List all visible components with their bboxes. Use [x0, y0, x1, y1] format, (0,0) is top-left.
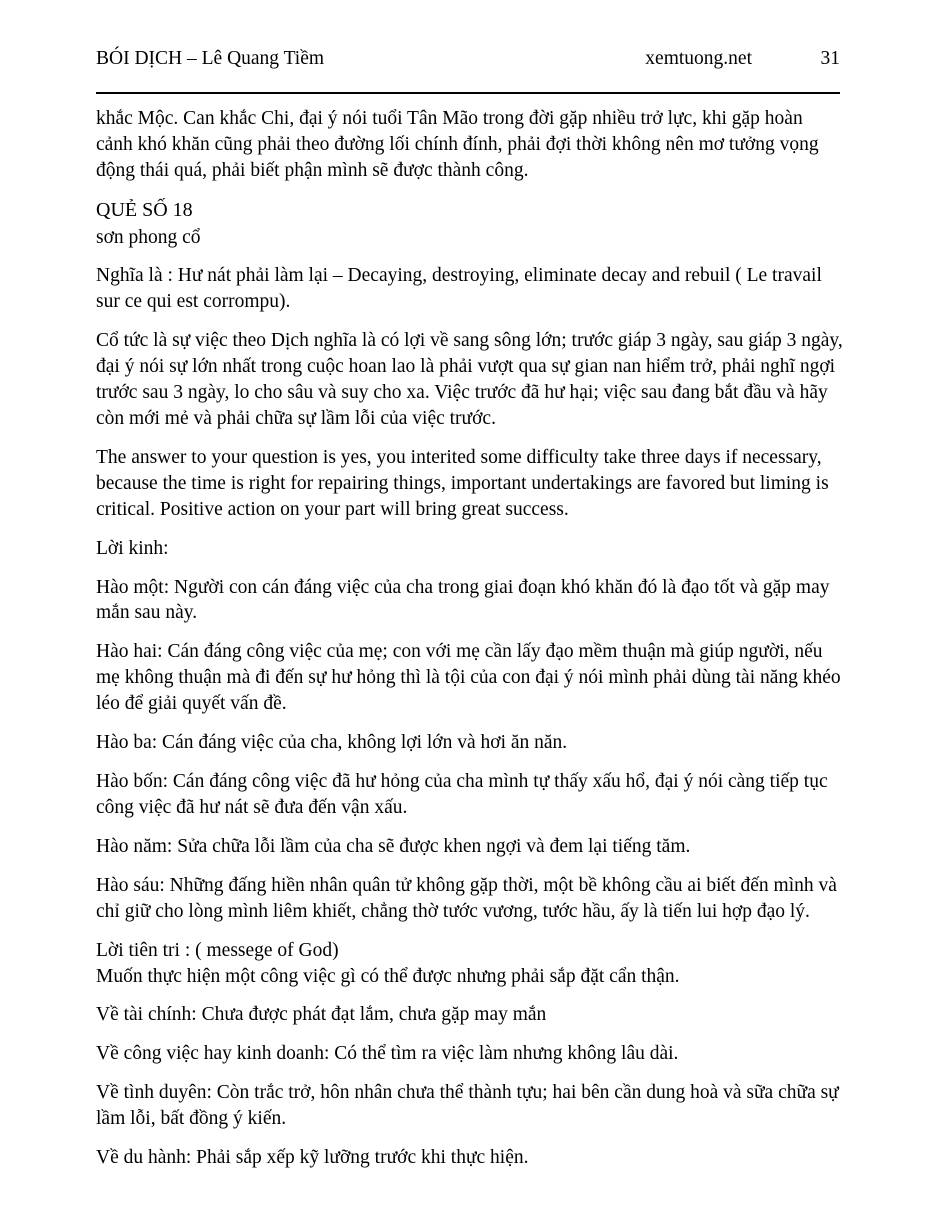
line-hao-sau: Hào sáu: Những đấng hiền nhân quân tử không gặp thời, một bề không cầu ai biết đến mình và chỉ giữ cho lòng mình liêm khiết, chẳng thờ tước vương, tước hầu, ấy là tiến lui hợp đạo lý.	[96, 874, 837, 922]
label-loi-kinh: Lời kinh:	[96, 537, 169, 559]
hexagram-title: QUẺ SỐ 18	[96, 198, 193, 221]
paragraph-english-answer: The answer to your question is yes, you interited some difficulty take three days if necessary, because the time is right for repairing things, important undertakings are favored but liming is critical. Positive action on your part will bring great success.	[96, 446, 829, 520]
header-page-number: 31	[820, 48, 840, 69]
line-hao-hai: Hào hai: Cán đáng công việc của mẹ; con với mẹ cần lấy đạo mềm thuận mà giúp người, nếu mẹ không thuận mà đi đến sự hư hỏng thì là tội của con đại ý nói mình phải dùng tài năng khéo léo để giải quyết vấn đề.	[96, 641, 841, 715]
line-hao-ba: Hào ba: Cán đáng việc của cha, không lợi lớn và hơi ăn năn.	[96, 732, 568, 754]
text-loi-tien-tri: Muốn thực hiện một công việc gì có thể được nhưng phải sắp đặt cẩn thận.	[96, 965, 680, 987]
header-divider	[96, 92, 840, 94]
line-ve-tinh-duyen: Về tình duyên: Còn trắc trở, hôn nhân chưa thể thành tựu; hai bên cần dung hoà và sữa chữa sự lầm lỗi, bất đồng ý kiến.	[96, 1082, 839, 1130]
line-hao-bon: Hào bốn: Cán đáng công việc đã hư hỏng của cha mình tự thấy xấu hổ, đại ý nói càng tiếp tục công việc đã hư nát sẽ đưa đến vận xấu.	[96, 771, 828, 818]
paragraph-co-tuc: Cổ tức là sự việc theo Dịch nghĩa là có lợi về sang sông lớn; trước giáp 3 ngày, sau giáp 3 ngày, đại ý nói sự lớn nhất trong cuộc hoan lao là phải vượt qua sự gian nan hiểm trở, phải nghĩ ngợi trước sau 3 ngày, lo cho sâu và suy cho xa. Việc trước đã hư hại; việc sau đang bắt đầu và hãy còn mới mẻ và phải chữa sự lầm lỗi của việc trước.	[96, 330, 843, 429]
hexagram-subtitle: sơn phong cổ	[96, 227, 201, 249]
line-ve-du-hanh: Về du hành: Phải sắp xếp kỹ lưỡng trước khi thực hiện.	[96, 1147, 529, 1169]
header-website: xemtuong.net	[645, 48, 752, 69]
line-ve-cong-viec: Về công việc hay kinh doanh: Có thể tìm ra việc làm nhưng không lâu dài.	[96, 1043, 679, 1065]
label-loi-tien-tri: Lời tiên tri : ( messege of God)	[96, 939, 339, 961]
line-hao-mot: Hào một: Người con cán đáng việc của cha trong giai đoạn khó khăn đó là đạo tốt và gặp may mắn sau này.	[96, 576, 830, 624]
paragraph-meaning: Nghĩa là : Hư nát phải làm lại – Decaying, destroying, eliminate decay and rebuil ( Le travail sur ce qui est corrompu).	[96, 265, 822, 313]
line-ve-tai-chinh: Về tài chính: Chưa được phát đạt lắm, chưa gặp may mắn	[96, 1004, 547, 1026]
document-body	[96, 106, 844, 1184]
line-hao-nam: Hào năm: Sửa chữa lỗi lầm của cha sẽ được khen ngợi và đem lại tiếng tăm.	[96, 835, 691, 857]
paragraph-intro: khắc Mộc. Can khắc Chi, đại ý nói tuổi Tân Mão trong đời gặp nhiều trở lực, khi gặp hoàn cảnh khó khăn cũng phải theo đường lối chính đính, phải đợi thời không nên mơ tưởng vọng động thái quá, phải biết phận mình sẽ được thành công.	[96, 108, 819, 181]
header-book-title: BÓI DỊCH – Lê Quang Tiềm	[96, 48, 325, 69]
page-header	[96, 48, 840, 70]
